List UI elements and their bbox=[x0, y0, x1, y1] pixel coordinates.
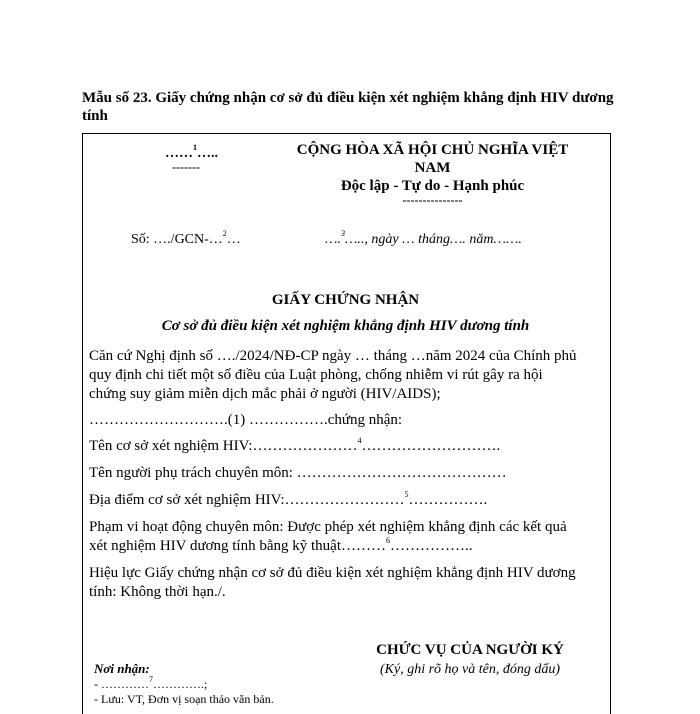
nation-name-line2: NAM bbox=[414, 160, 451, 176]
recipients-label: Nơi nhận: bbox=[94, 661, 150, 676]
org-rule: ------- bbox=[172, 160, 200, 174]
facility-name-line: Tên cơ sở xét nghiệm HIV:…………………$^4$………………………. bbox=[89, 436, 501, 454]
motto: Độc lập - Tự do - Hạnh phúc bbox=[340, 178, 525, 194]
certificate-heading: GIẤY CHỨNG NHẬN bbox=[271, 292, 420, 308]
legal-basis-line3: chứng suy giảm miễn dịch mắc phải ở người (HIV/AIDS); bbox=[89, 386, 441, 402]
certificate-subheading: Cơ sở đủ điều kiện xét nghiệm khẳng định HIV dương tính bbox=[161, 318, 530, 334]
scope-line1: Phạm vi hoạt động chuyên môn: Được phép xét nghiệm khẳng định các kết quả bbox=[89, 519, 567, 535]
recipient-archive: - Lưu: VT, Đơn vị soạn thảo văn bản. bbox=[94, 692, 274, 706]
certifier-line: ……………………….(1) …………….chứng nhận: bbox=[89, 412, 403, 428]
legal-basis-line2: quy định chi tiết một số điều của Luật phòng, chống nhiễm vi rút gây ra hội bbox=[89, 367, 543, 383]
recipient-item: - …………$^7$………….; bbox=[94, 675, 208, 691]
document-number: Số: …./GCN-…$^2$… bbox=[131, 229, 241, 247]
signer-position: CHỨC VỤ CỦA NGƯỜI KÝ bbox=[376, 642, 564, 658]
issuing-org: ……$^1$….. bbox=[165, 143, 218, 161]
legal-basis-line1: Căn cứ Nghị định số …./2024/NĐ-CP ngày … tháng …năm 2024 của Chính phủ bbox=[89, 348, 577, 364]
place-date: ….$^3$….., ngày … tháng…. năm……. bbox=[325, 229, 522, 247]
nation-name-line1: CỘNG HÒA XÃ HỘI CHỦ NGHĨA VIỆT bbox=[296, 142, 569, 158]
manager-line: Tên người phụ trách chuyên môn: …………………………………… bbox=[89, 465, 507, 481]
address-line: Địa điểm cơ sở xét nghiệm HIV:……………………$^5$……………. bbox=[89, 490, 488, 508]
document-title: Mẫu số 23. Giấy chứng nhận cơ sở đủ điều kiện xét nghiệm khẳng định HIV dương tính bbox=[82, 90, 614, 124]
motto-rule: --------------- bbox=[402, 193, 463, 207]
validity-line2: tính: Không thời hạn./. bbox=[89, 584, 226, 600]
scope-line2: xét nghiệm HIV dương tính bằng kỹ thuật………$^6$…………….. bbox=[89, 536, 473, 554]
validity-line1: Hiệu lực Giấy chứng nhận cơ sở đủ điều kiện xét nghiệm khẳng định HIV dương bbox=[89, 565, 576, 581]
signature-instruction: (Ký, ghi rõ họ và tên, đóng dấu) bbox=[379, 662, 561, 677]
